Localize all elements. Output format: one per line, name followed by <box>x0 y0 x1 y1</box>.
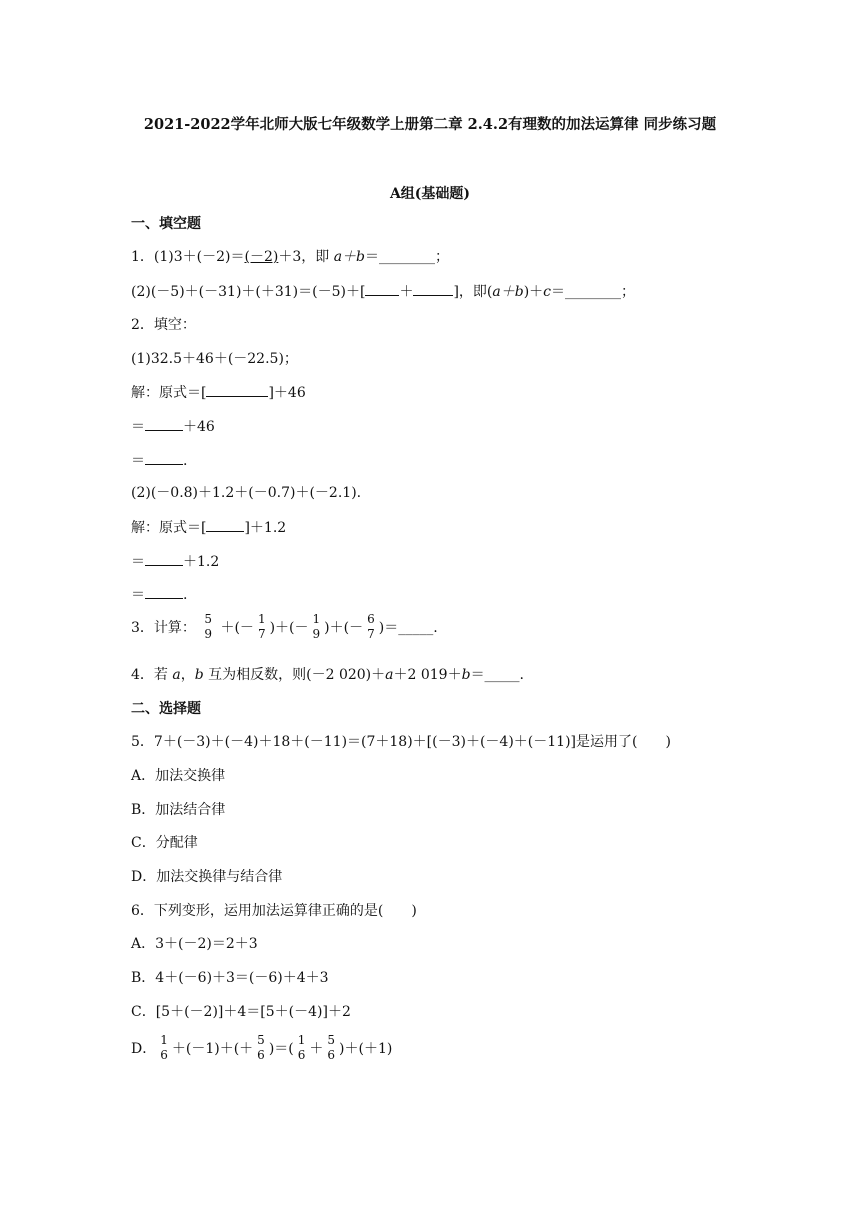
q6-option-b: B．4＋(－6)＋3＝(－6)＋4＋3 <box>131 970 329 986</box>
q2-1-step-1 <box>131 382 306 403</box>
q6d-text: D． <box>131 1041 157 1057</box>
numerator: 1 <box>312 612 321 626</box>
q4-text: ＋2 019＋ <box>393 667 462 683</box>
step-text-end: ]＋46 <box>268 385 306 401</box>
step-text-end: . <box>183 453 188 469</box>
q6d-text: ＋ <box>309 1041 324 1057</box>
answer-blank <box>145 584 183 599</box>
question-5: 5．7＋(－3)＋(－4)＋18＋(－11)＝(7＋18)＋[(－3)＋(－4)＋(－11)]是运用了( ) <box>131 734 671 750</box>
fraction <box>202 612 214 642</box>
q5-option-c: C．分配律 <box>131 835 198 851</box>
q2-1-step-2 <box>131 416 215 437</box>
numerator: 1 <box>160 1033 168 1047</box>
numerator: 5 <box>257 1033 265 1047</box>
q1a-text-end: ＝________； <box>365 249 449 265</box>
denominator: 9 <box>204 627 213 641</box>
question-1-part-2 <box>131 281 635 302</box>
answer-blank <box>206 517 244 532</box>
q4-text: ， <box>180 667 195 683</box>
q1b-text-mid: ]，即( <box>453 284 493 300</box>
step-text-end: ＋46 <box>183 419 215 435</box>
answer-blank <box>413 281 453 296</box>
denominator: 6 <box>327 1048 336 1062</box>
question-6: 6．下列变形，运用加法运算律正确的是( ) <box>131 903 417 919</box>
section-fill-in-title: 一、填空题 <box>131 216 201 232</box>
q3-text-end: )＝_____. <box>378 620 438 636</box>
q1a-text-mid: ＋3，即 <box>278 249 334 265</box>
step-text-end: ]＋1.2 <box>244 520 287 536</box>
step-text: 解：原式＝[ <box>131 385 207 401</box>
q1b-text-end: ＝________； <box>551 284 635 300</box>
q3-text: )＋(－ <box>269 620 309 636</box>
answer-blank <box>365 281 399 296</box>
question-2-part-1: (1)32.5＋46＋(－22.5)； <box>131 351 298 367</box>
q3-text: ＋(－ <box>220 620 254 636</box>
q2-2-step-3 <box>131 584 187 605</box>
q1b-variable: a＋b <box>492 284 524 300</box>
answer-blank <box>206 382 268 397</box>
step-text: ＝ <box>131 419 145 435</box>
numerator: 1 <box>297 1033 306 1047</box>
question-4 <box>131 665 524 685</box>
q1b-variable-c: c <box>543 284 551 300</box>
q1a-variable: a＋b <box>333 249 365 265</box>
q4-variable: a <box>172 667 181 683</box>
q1a-underlined: (－2) <box>244 249 279 265</box>
denominator: 7 <box>367 627 375 641</box>
q2-2-step-2 <box>131 551 219 572</box>
q6d-text: ＋(－1)＋(＋ <box>171 1041 254 1057</box>
group-title: A组(基础题) <box>389 186 471 202</box>
q4-text: 互为相反数，则(－2 020)＋ <box>203 667 386 683</box>
q4-variable: b <box>194 667 204 683</box>
fraction <box>255 1033 267 1063</box>
q4-variable: a <box>385 667 394 683</box>
step-text-end: ＋1.2 <box>183 554 220 570</box>
question-2-part-2: (2)(－0.8)＋1.2＋(－0.7)＋(－2.1). <box>131 485 362 501</box>
numerator: 5 <box>327 1033 336 1047</box>
question-2: 2．填空： <box>131 317 196 333</box>
denominator: 6 <box>297 1048 306 1062</box>
answer-blank <box>145 551 183 566</box>
question-3 <box>131 611 438 645</box>
fraction <box>296 1033 308 1063</box>
fraction <box>325 1033 337 1063</box>
answer-blank <box>145 450 183 465</box>
answer-blank <box>145 416 183 431</box>
q5-option-d: D．加法交换律与结合律 <box>131 869 283 885</box>
fraction <box>311 612 323 642</box>
document-title: 2021-2022学年北师大版七年级数学上册第二章 2.4.2有理数的加法运算律 同步练习题 <box>143 116 717 133</box>
fraction <box>365 612 377 642</box>
q5-option-b: B．加法结合律 <box>131 802 226 818</box>
q2-1-step-3 <box>131 450 187 471</box>
q3-text: 3．计算： <box>131 620 196 636</box>
step-text: 解：原式＝[ <box>131 520 207 536</box>
q6-option-c: C．[5＋(－2)]＋4＝[5＋(－4)]＋2 <box>131 1004 351 1020</box>
step-text: ＝ <box>131 554 145 570</box>
q2-2-step-1 <box>131 517 286 538</box>
q1a-text: 1．(1)3＋(－2)＝ <box>131 249 245 265</box>
q6d-text-end: )＋(＋1) <box>339 1041 393 1057</box>
q1b-text: (2)(－5)＋(－31)＋(＋31)＝(－5)＋[ <box>131 284 366 300</box>
q6-option-a: A．3＋(－2)＝2＋3 <box>131 936 258 952</box>
q4-text: 4．若 <box>131 667 173 683</box>
step-text-end: . <box>183 587 188 603</box>
denominator: 7 <box>257 627 266 641</box>
fraction <box>256 612 268 642</box>
question-1-part-1 <box>131 247 449 267</box>
q1b-plus: ＋ <box>399 284 414 300</box>
denominator: 6 <box>257 1048 265 1062</box>
q5-option-a: A．加法交换律 <box>131 768 226 784</box>
step-text: ＝ <box>131 587 145 603</box>
q6-option-d <box>131 1032 392 1066</box>
denominator: 6 <box>160 1048 168 1062</box>
q3-text: )＋(－ <box>324 620 364 636</box>
step-text: ＝ <box>131 453 145 469</box>
numerator: 6 <box>367 612 375 626</box>
fraction <box>158 1033 170 1063</box>
section-choice-title: 二、选择题 <box>131 701 201 717</box>
numerator: 5 <box>204 612 213 626</box>
q6d-text: )＝( <box>268 1041 294 1057</box>
denominator: 9 <box>312 627 321 641</box>
q1b-text-close: )＋ <box>523 284 544 300</box>
numerator: 1 <box>257 612 266 626</box>
q4-variable: b <box>461 667 471 683</box>
q4-text-end: ＝_____. <box>470 667 525 683</box>
